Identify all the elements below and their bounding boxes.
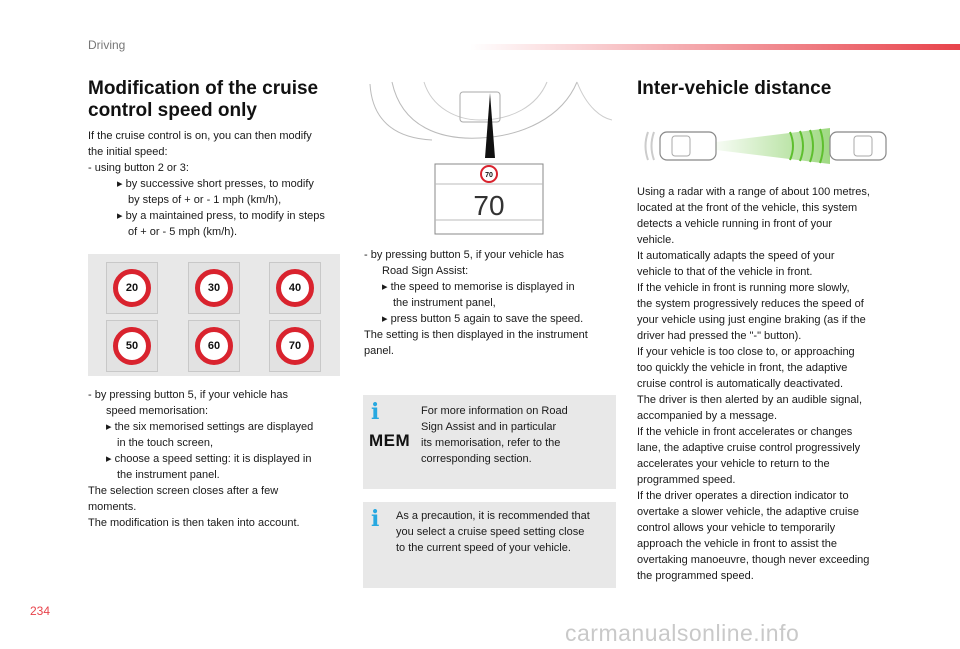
speed-sign: 50 [113, 327, 151, 365]
text-line: If your vehicle is too close to, or approaching [637, 346, 855, 358]
speed-tile [106, 262, 158, 314]
text-line: the programmed speed. [637, 570, 754, 582]
right-title [637, 78, 927, 100]
text-line: It automatically adapts the speed of your [637, 250, 835, 262]
info-text [396, 508, 614, 556]
text-line: If the vehicle in front accelerates or changes [637, 426, 853, 438]
intro-paragraph [88, 128, 348, 240]
text-line: located at the front of the vehicle, this system [637, 202, 858, 214]
text-line: its memorisation, refer to the [421, 437, 561, 449]
text-line: ▸ the six memorised settings are displayed [106, 421, 314, 433]
road-sign-assist-paragraph [364, 247, 624, 359]
rear-wave [646, 132, 649, 160]
speed-tile [188, 320, 240, 372]
dashboard-outline [370, 84, 432, 140]
text-line: If the vehicle in front is running more slowly, [637, 282, 850, 294]
text-line: The setting is then displayed in the instrument [364, 329, 588, 341]
text-line: too quickly the vehicle in front, the adaptive [637, 362, 848, 374]
text-line: the system progressively reduces the speed of [637, 298, 864, 310]
text-line: speed memorisation: [106, 405, 209, 417]
left-title-line: control speed only [88, 100, 257, 121]
speed-tile [106, 320, 158, 372]
text-line: panel. [364, 345, 394, 357]
text-line: ▸ press button 5 again to save the speed. [382, 313, 584, 325]
text-line: by steps of + or - 1 mph (km/h), [128, 194, 282, 206]
text-line: The modification is then taken into account. [88, 517, 300, 529]
memorisation-paragraph [88, 387, 350, 531]
speed-sign: 70 [276, 327, 314, 365]
text-line: For more information on Road [421, 405, 568, 417]
speed-sign: 40 [276, 269, 314, 307]
text-line: - by pressing button 5, if your vehicle has [88, 389, 288, 401]
text-line: overtaking manoeuvre, though never exceeding [637, 554, 870, 566]
text-line: approach the vehicle in front to assist the [637, 538, 837, 550]
info-icon: i [371, 506, 380, 532]
text-line: driver had pressed the "-" button). [637, 330, 802, 342]
text-line: you select a cruise speed setting close [396, 526, 585, 538]
text-line: to the current speed of your vehicle. [396, 542, 571, 554]
text-line: vehicle to that of the vehicle in front. [637, 266, 813, 278]
left-title [88, 78, 348, 122]
text-line: Using a radar with a range of about 100 metres, [637, 186, 870, 198]
info-box-mem [363, 395, 616, 489]
speed-sign: 60 [195, 327, 233, 365]
section-label: Driving [88, 38, 126, 52]
text-line: ▸ by a maintained press, to modify in steps [117, 210, 325, 222]
inter-vehicle-paragraph [637, 184, 937, 584]
header-accent-bar [470, 44, 960, 50]
speed-tile [269, 262, 321, 314]
text-line: programmed speed. [637, 474, 736, 486]
text-line: control allows your vehicle to temporarily [637, 522, 836, 534]
text-line: moments. [88, 501, 137, 513]
mem-badge: MEM [369, 431, 411, 450]
watermark-text: carmanualsonline.info [565, 620, 800, 646]
text-line: - by pressing button 5, if your vehicle has [364, 249, 564, 261]
speed-sign-grid [88, 254, 340, 376]
text-line: vehicle. [637, 234, 675, 246]
text-line: accompanied by a message. [637, 410, 778, 422]
text-line: The selection screen closes after a few [88, 485, 279, 497]
text-line: cruise control is automatically deactivated. [637, 378, 844, 390]
speed-tile [188, 262, 240, 314]
text-line: The driver is then alerted by an audible signal, [637, 394, 863, 406]
text-line: detects a vehicle running in front of your [637, 218, 833, 230]
panel-speed-readout: 70 [473, 190, 505, 221]
info-text [421, 403, 611, 467]
page-number: 234 [30, 604, 51, 618]
info-box-precaution [363, 502, 616, 588]
text-line: of + or - 5 mph (km/h). [128, 226, 238, 238]
text-line: corresponding section. [421, 453, 532, 465]
display-outline [460, 92, 500, 122]
text-line: - using button 2 or 3: [88, 162, 189, 174]
left-title-line: Modification of the cruise [88, 78, 319, 99]
text-line: accelerates your vehicle to return to the [637, 458, 830, 470]
text-line: Road Sign Assist: [382, 265, 469, 277]
text-line: If the driver operates a direction indicator to [637, 490, 849, 502]
dashboard-outline [424, 82, 547, 120]
text-line: in the touch screen, [117, 437, 214, 449]
text-line: lane, the adaptive cruise control progressively [637, 442, 861, 454]
dashboard-outline [392, 82, 577, 138]
text-line: your vehicle using just engine braking (as if the [637, 314, 866, 326]
info-icon: i [371, 399, 380, 425]
panel-small-sign-text: 70 [485, 172, 493, 179]
radar-distance-illustration [640, 124, 890, 168]
text-line: ▸ choose a speed setting: it is displayed in [106, 453, 312, 465]
speed-tile [269, 320, 321, 372]
text-line: ▸ by successive short presses, to modify [117, 178, 314, 190]
text-line: If the cruise control is on, you can then modify [88, 130, 312, 142]
right-title-text: Inter-vehicle distance [637, 78, 832, 99]
text-line: ▸ the speed to memorise is displayed in [382, 281, 575, 293]
text-line: the instrument panel. [117, 469, 220, 481]
text-line: Sign Assist and in particular [421, 421, 557, 433]
text-line: the instrument panel, [393, 297, 496, 309]
speed-sign: 20 [113, 269, 151, 307]
pointer-arrow [485, 93, 495, 158]
instrument-panel-illustration [362, 78, 612, 238]
text-line: the initial speed: [88, 146, 168, 158]
rear-wave [652, 132, 655, 160]
speed-sign: 30 [195, 269, 233, 307]
dashboard-outline [577, 82, 612, 120]
text-line: overtake a slower vehicle, the adaptive cruise [637, 506, 859, 518]
text-line: As a precaution, it is recommended that [396, 510, 590, 522]
